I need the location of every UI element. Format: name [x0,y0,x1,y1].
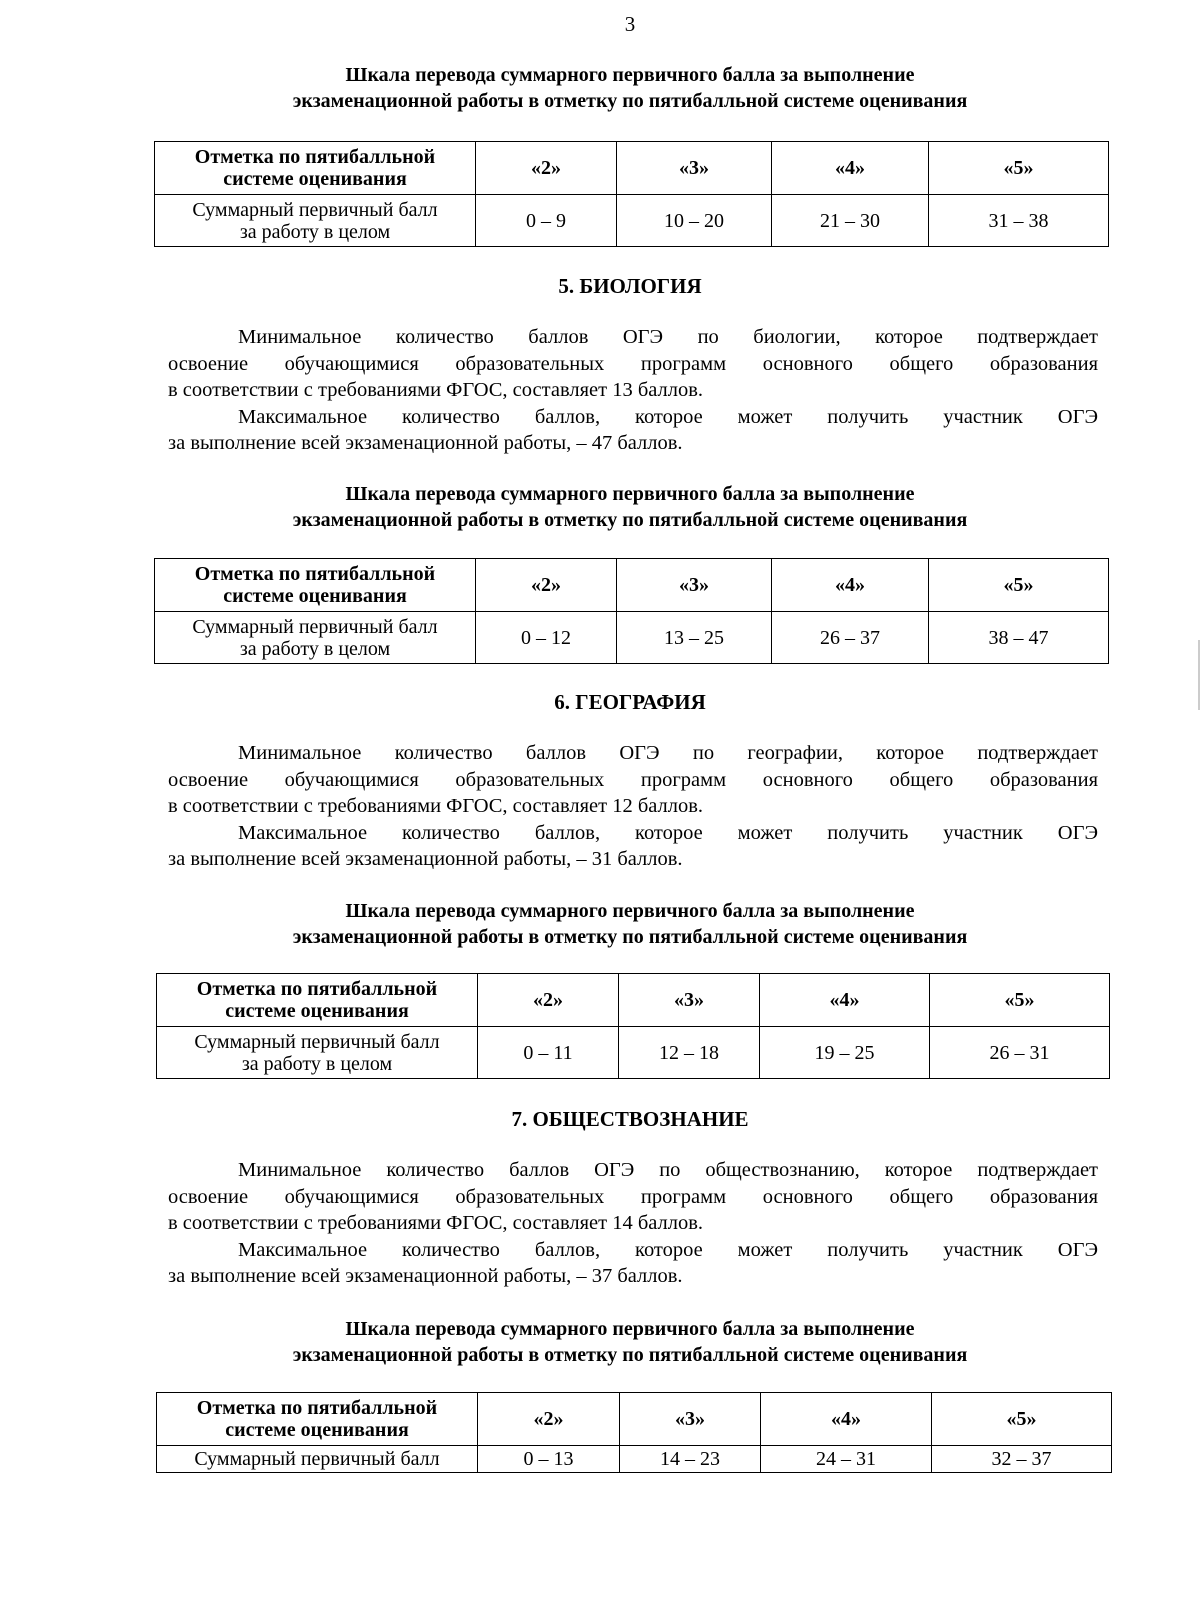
grade-cell: «3» [619,974,760,1027]
table-header-row [157,974,1110,1027]
grade-table [154,141,1109,247]
section-paragraph: Минимальное количество баллов ОГЭ по обществознанию, которое подтверждает освоение обучающимися образовательных программ основного общего образования в соответствии с требованиями ФГОС, составляет 14 баллов. Максимальное количество баллов, которое может получить участник ОГЭ за выполнение всей экзаменационной работы, – 37 баллов. [168,1159,1098,1287]
grade-table [154,558,1109,664]
grade-cell: «2» [478,1393,620,1446]
scale-title: Шкала перевода суммарного первичного балла за выполнение экзаменационной работы в отметку по пятибалльной системе оценивания [292,64,968,112]
grade-cell: «3» [617,559,772,612]
section-paragraph: Минимальное количество баллов ОГЭ по географии, которое подтверждает освоение обучающимися образовательных программ основного общего образования в соответствии с требованиями ФГОС, составляет 12 баллов. Максимальное количество баллов, которое может получить участник ОГЭ за выполнение всей экзаменационной работы, – 31 баллов. [168,742,1098,870]
grade-cell: «5» [929,142,1109,195]
grade-cell: «2» [476,142,617,195]
range-cell: 13 – 25 [617,612,772,664]
range-cell: 0 – 12 [476,612,617,664]
range-cell: 19 – 25 [760,1027,930,1079]
grade-cell: «4» [761,1393,932,1446]
grade-table [156,1392,1112,1473]
grade-cell: «5» [932,1393,1112,1446]
table-row [157,1446,1112,1473]
range-cell: 26 – 37 [772,612,929,664]
table-row [155,195,1109,247]
range-cell: 10 – 20 [617,195,772,247]
scale-title: Шкала перевода суммарного первичного балла за выполнение экзаменационной работы в отметку по пятибалльной системе оценивания [292,483,968,531]
header-label-cell: Отметка по пятибалльной системе оценивания [155,142,476,195]
table-header-row [155,142,1109,195]
grade-cell: «2» [478,974,619,1027]
grade-cell: «5» [930,974,1110,1027]
section-heading: 5. БИОЛОГИЯ [558,274,702,298]
range-cell: 21 – 30 [772,195,929,247]
header-label-cell: Отметка по пятибалльной системе оценивания [157,1393,478,1446]
range-cell: 24 – 31 [761,1446,932,1473]
range-cell: 32 – 37 [932,1446,1112,1473]
range-cell: 31 – 38 [929,195,1109,247]
section-heading: 6. ГЕОГРАФИЯ [554,690,706,714]
grade-cell: «4» [772,559,929,612]
grade-table [156,973,1110,1079]
grade-cell: «2» [476,559,617,612]
range-cell: 12 – 18 [619,1027,760,1079]
table-header-row [157,1393,1112,1446]
row-label-cell: Суммарный первичный балл за работу в целом [157,1027,478,1079]
row-label-cell: Суммарный первичный балл за работу в целом [155,612,476,664]
range-cell: 0 – 13 [478,1446,620,1473]
section-paragraph: Минимальное количество баллов ОГЭ по биологии, которое подтверждает освоение обучающимися образовательных программ основного общего образования в соответствии с требованиями ФГОС, составляет 13 баллов. Максимальное количество баллов, которое может получить участник ОГЭ за выполнение всей экзаменационной работы, – 47 баллов. [168,326,1098,454]
range-cell: 26 – 31 [930,1027,1110,1079]
row-label-cell: Суммарный первичный балл [157,1446,478,1473]
grade-cell: «5» [929,559,1109,612]
grade-cell: «4» [772,142,929,195]
table-header-row [155,559,1109,612]
range-cell: 14 – 23 [620,1446,761,1473]
range-cell: 38 – 47 [929,612,1109,664]
table-row [157,1027,1110,1079]
header-label-cell: Отметка по пятибалльной системе оценивания [157,974,478,1027]
grade-cell: «4» [760,974,930,1027]
header-label-cell: Отметка по пятибалльной системе оценивания [155,559,476,612]
range-cell: 0 – 11 [478,1027,619,1079]
grade-cell: «3» [617,142,772,195]
table-row [155,612,1109,664]
grade-cell: «3» [620,1393,761,1446]
page-number: 3 [624,12,636,36]
section-heading: 7. ОБЩЕСТВОЗНАНИЕ [511,1107,749,1131]
scale-title: Шкала перевода суммарного первичного балла за выполнение экзаменационной работы в отметку по пятибалльной системе оценивания [292,900,968,948]
row-label-cell: Суммарный первичный балл за работу в целом [155,195,476,247]
scale-title: Шкала перевода суммарного первичного балла за выполнение экзаменационной работы в отметку по пятибалльной системе оценивания [292,1318,968,1366]
range-cell: 0 – 9 [476,195,617,247]
